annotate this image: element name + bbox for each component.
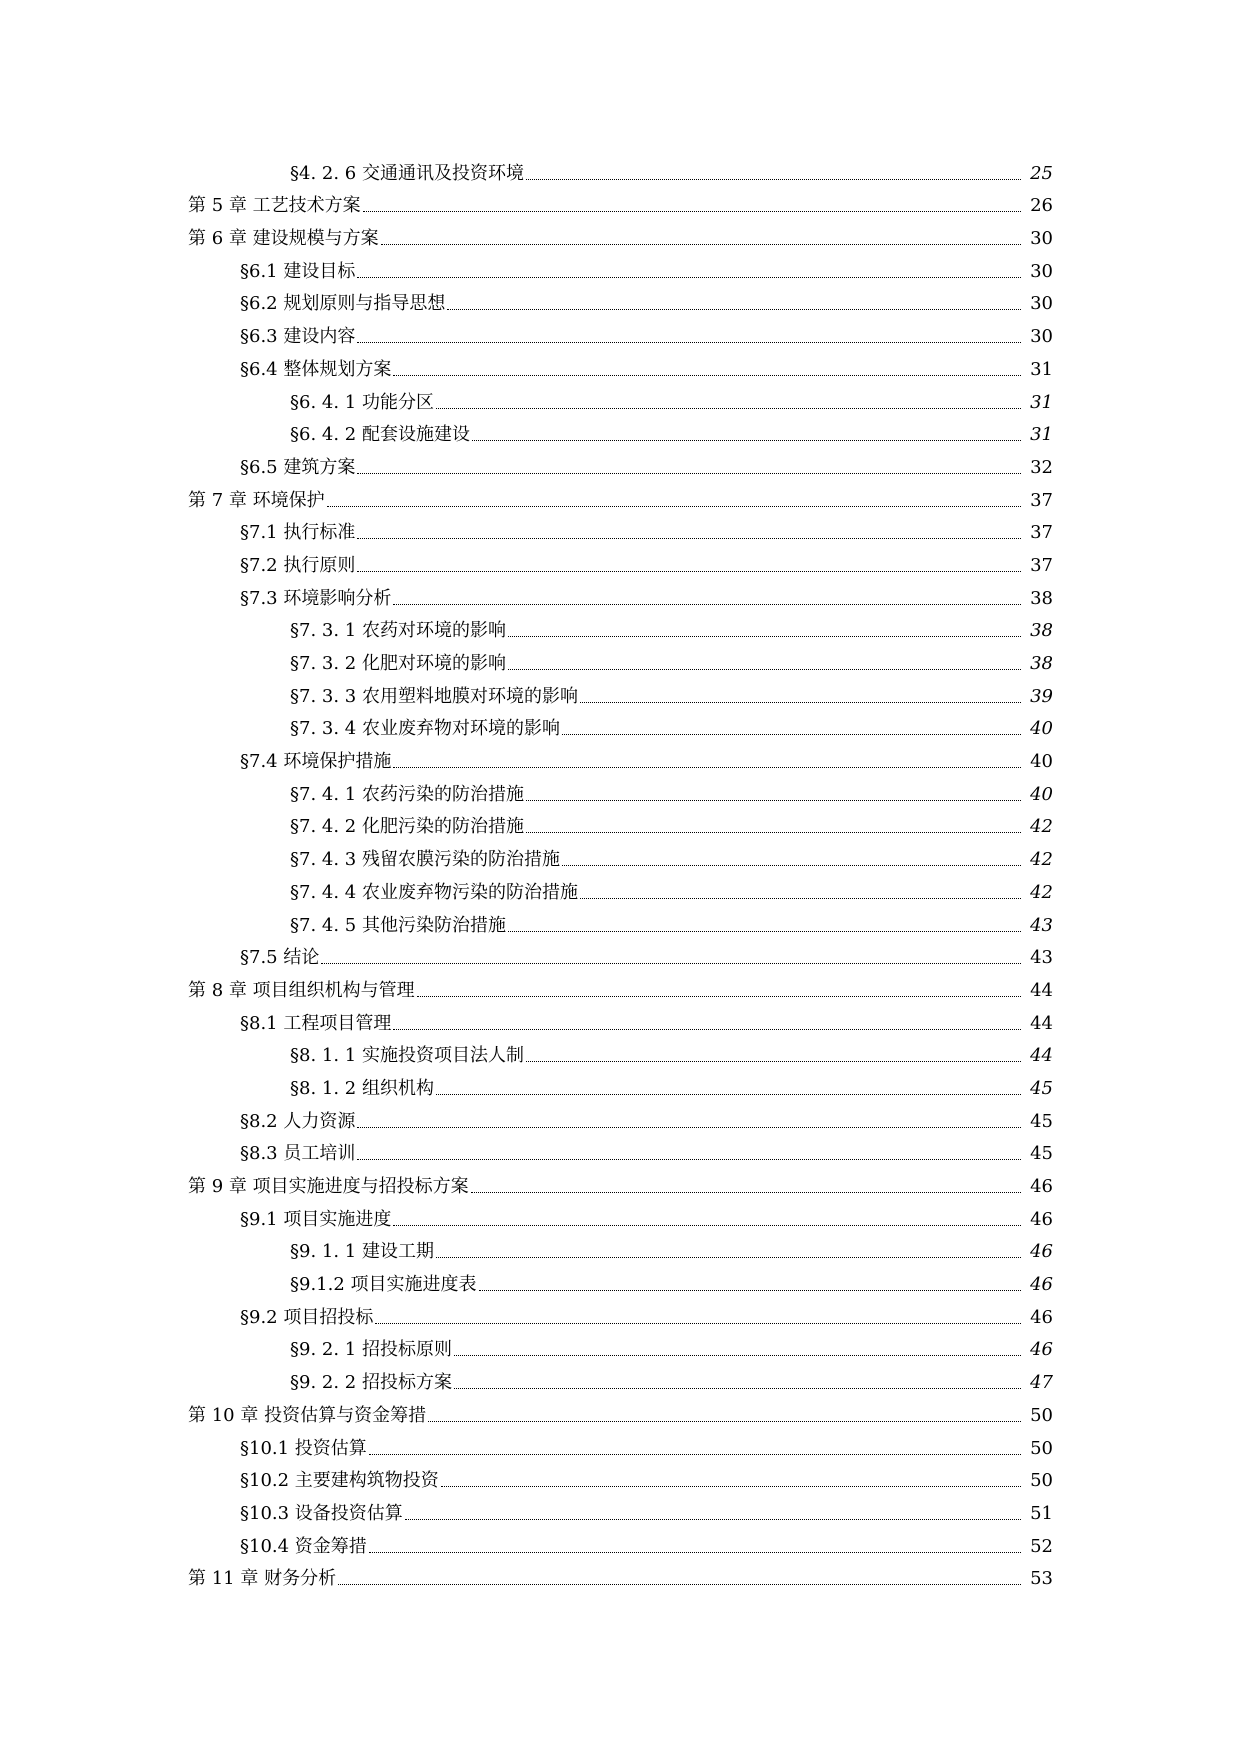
dot-leader <box>526 179 1021 180</box>
toc-entry-page-number: 46 <box>1030 1306 1053 1328</box>
toc-entry-title: §7.4 环境保护措施 <box>240 751 392 773</box>
toc-entry[interactable] <box>0 1165 1241 1198</box>
toc-entry[interactable] <box>0 838 1241 871</box>
toc-entry-title: §8.3 员工培训 <box>240 1143 356 1165</box>
toc-entry[interactable] <box>0 1329 1241 1362</box>
toc-entry-page-number: 40 <box>1030 783 1053 805</box>
toc-entry-title: §7. 4. 3 残留农膜污染的防治措施 <box>290 849 560 871</box>
toc-entry-page-number: 26 <box>1030 195 1053 217</box>
dot-leader <box>357 571 1021 572</box>
toc-entry-title: 第 9 章 项目实施进度与招投标方案 <box>188 1176 469 1197</box>
toc-entry[interactable] <box>0 969 1241 1002</box>
dot-leader <box>369 1454 1021 1455</box>
toc-entry-page-number: 50 <box>1030 1437 1053 1459</box>
toc-entry[interactable] <box>0 1558 1241 1591</box>
dot-leader <box>441 1486 1021 1487</box>
toc-entry-title: §6.3 建设内容 <box>240 326 356 348</box>
toc-entry-page-number: 42 <box>1030 881 1053 903</box>
dot-leader <box>436 1257 1021 1258</box>
toc-entry-page-number: 30 <box>1030 260 1053 282</box>
toc-entry-page-number: 30 <box>1030 326 1053 348</box>
table-of-contents <box>0 152 1241 1590</box>
dot-leader <box>417 996 1021 997</box>
toc-entry-title: §7. 3. 1 农药对环境的影响 <box>290 620 506 642</box>
toc-entry-page-number: 42 <box>1030 816 1053 838</box>
toc-entry[interactable] <box>0 1427 1241 1460</box>
toc-entry-title: §7.3 环境影响分析 <box>240 587 392 609</box>
toc-entry-title: 第 7 章 环境保护 <box>188 489 325 511</box>
dot-leader <box>436 408 1021 409</box>
toc-entry-page-number: 38 <box>1030 587 1053 609</box>
dot-leader <box>375 1323 1021 1324</box>
toc-entry-page-number: 44 <box>1030 979 1053 1001</box>
toc-entry-page-number: 45 <box>1030 1143 1053 1165</box>
toc-entry[interactable] <box>0 1067 1241 1100</box>
toc-entry-page-number: 31 <box>1030 424 1053 446</box>
toc-entry-title: §7.2 执行原则 <box>240 554 356 576</box>
toc-entry[interactable] <box>0 904 1241 937</box>
toc-entry[interactable] <box>0 1263 1241 1296</box>
toc-entry[interactable] <box>0 185 1241 218</box>
toc-entry-page-number: 50 <box>1030 1404 1053 1426</box>
toc-entry-page-number: 40 <box>1030 751 1053 773</box>
dot-leader <box>393 1225 1021 1226</box>
toc-entry[interactable] <box>0 1002 1241 1035</box>
toc-entry-page-number: 25 <box>1030 162 1053 184</box>
toc-entry[interactable] <box>0 1394 1241 1427</box>
toc-entry-title: §6.4 整体规划方案 <box>240 358 392 380</box>
toc-entry-title: §6.5 建筑方案 <box>240 456 356 478</box>
toc-entry-page-number: 37 <box>1030 522 1053 544</box>
dot-leader <box>321 963 1021 964</box>
dot-leader <box>327 506 1021 507</box>
toc-entry[interactable] <box>0 871 1241 904</box>
toc-entry[interactable] <box>0 1492 1241 1525</box>
toc-entry-page-number: 44 <box>1030 1012 1053 1034</box>
toc-entry-title: §8.1 工程项目管理 <box>240 1012 392 1034</box>
dot-leader <box>393 767 1021 768</box>
dot-leader <box>357 1159 1021 1160</box>
toc-entry[interactable] <box>0 740 1241 773</box>
dot-leader <box>357 277 1021 278</box>
toc-entry-title: §7. 4. 2 化肥污染的防治措施 <box>290 816 524 838</box>
dot-leader <box>562 865 1021 866</box>
toc-entry-page-number: 38 <box>1030 620 1053 642</box>
toc-entry-title: §10.2 主要建构筑物投资 <box>240 1470 439 1492</box>
toc-entry-title: §8.2 人力资源 <box>240 1110 356 1132</box>
toc-entry-title: §6. 4. 1 功能分区 <box>290 391 434 413</box>
toc-entry[interactable] <box>0 315 1241 348</box>
dot-leader <box>508 636 1021 637</box>
dot-leader <box>405 1519 1021 1520</box>
toc-entry-page-number: 37 <box>1030 554 1053 576</box>
dot-leader <box>508 669 1021 670</box>
dot-leader <box>508 931 1021 932</box>
toc-entry[interactable] <box>0 1198 1241 1231</box>
dot-leader <box>393 604 1021 605</box>
toc-entry-title: §6.2 规划原则与指导思想 <box>240 293 446 315</box>
dot-leader <box>428 1421 1021 1422</box>
toc-entry-page-number: 50 <box>1030 1470 1053 1492</box>
dot-leader <box>471 1192 1021 1193</box>
dot-leader <box>357 342 1021 343</box>
toc-entry-title: §6. 4. 2 配套设施建设 <box>290 424 470 446</box>
toc-entry[interactable] <box>0 512 1241 545</box>
toc-entry-title: 第 5 章 工艺技术方案 <box>188 195 361 217</box>
toc-entry[interactable] <box>0 348 1241 381</box>
toc-entry-title: §6.1 建设目标 <box>240 260 356 282</box>
toc-entry[interactable] <box>0 1361 1241 1394</box>
toc-entry[interactable] <box>0 283 1241 316</box>
toc-entry-page-number: 39 <box>1030 685 1053 707</box>
toc-entry-page-number: 46 <box>1030 1208 1053 1230</box>
dot-leader <box>357 1127 1021 1128</box>
dot-leader <box>454 1355 1021 1356</box>
toc-entry-title: §10.3 设备投资估算 <box>240 1502 403 1524</box>
dot-leader <box>369 1552 1021 1553</box>
toc-entry-page-number: 32 <box>1030 456 1053 478</box>
dot-leader <box>562 734 1021 735</box>
dot-leader <box>393 1029 1021 1030</box>
toc-entry[interactable] <box>0 806 1241 839</box>
toc-entry[interactable] <box>0 250 1241 283</box>
toc-entry-title: 第 6 章 建设规模与方案 <box>188 228 379 250</box>
dot-leader <box>357 538 1021 539</box>
toc-entry-title: §9. 2. 2 招投标方案 <box>290 1372 452 1394</box>
dot-leader <box>338 1584 1021 1585</box>
toc-entry-title: §9.1 项目实施进度 <box>240 1208 392 1230</box>
dot-leader <box>393 375 1021 376</box>
toc-entry-page-number: 46 <box>1030 1176 1053 1197</box>
toc-entry-title: §8. 1. 2 组织机构 <box>290 1077 434 1099</box>
toc-entry[interactable] <box>0 1133 1241 1166</box>
toc-entry-page-number: 31 <box>1030 391 1053 413</box>
toc-entry-title: §7. 3. 2 化肥对环境的影响 <box>290 653 506 674</box>
toc-entry[interactable] <box>0 544 1241 577</box>
dot-leader <box>436 1094 1021 1095</box>
toc-entry-title: §9. 2. 1 招投标原则 <box>290 1339 452 1361</box>
toc-entry-title: §4. 2. 6 交通通讯及投资环境 <box>290 162 524 184</box>
dot-leader <box>447 309 1021 310</box>
toc-entry[interactable] <box>0 773 1241 806</box>
dot-leader <box>526 832 1021 833</box>
dot-leader <box>357 473 1021 474</box>
dot-leader <box>363 211 1021 212</box>
dot-leader <box>472 440 1021 441</box>
dot-leader <box>479 1290 1021 1291</box>
dot-leader <box>526 1061 1021 1062</box>
toc-entry[interactable] <box>0 1100 1241 1133</box>
toc-entry-title: 第 11 章 财务分析 <box>188 1568 337 1590</box>
toc-entry[interactable] <box>0 577 1241 610</box>
toc-entry-page-number: 42 <box>1030 849 1053 871</box>
toc-entry-page-number: 43 <box>1030 947 1053 969</box>
toc-entry-page-number: 51 <box>1030 1502 1053 1524</box>
toc-entry-title: §9.2 项目招投标 <box>240 1306 374 1328</box>
dot-leader <box>526 800 1021 801</box>
toc-entry[interactable] <box>0 708 1241 741</box>
toc-entry[interactable] <box>0 675 1241 708</box>
toc-entry-page-number: 30 <box>1030 293 1053 315</box>
toc-entry-page-number: 30 <box>1030 228 1053 250</box>
toc-entry-title: §7. 4. 1 农药污染的防治措施 <box>290 783 524 805</box>
toc-entry[interactable] <box>0 446 1241 479</box>
toc-entry[interactable] <box>0 381 1241 414</box>
toc-entry-title: §7. 3. 4 农业废弃物对环境的影响 <box>290 718 560 740</box>
dot-leader <box>454 1388 1021 1389</box>
toc-entry-page-number: 45 <box>1030 1077 1053 1099</box>
toc-entry-title: §7.1 执行标准 <box>240 522 356 544</box>
toc-entry-page-number: 38 <box>1030 653 1053 674</box>
toc-entry-title: §10.1 投资估算 <box>240 1437 367 1459</box>
toc-entry-title: §10.4 资金筹措 <box>240 1535 367 1557</box>
toc-entry-title: §9.1.2 项目实施进度表 <box>290 1274 477 1296</box>
toc-entry[interactable] <box>0 610 1241 643</box>
toc-entry[interactable] <box>0 1525 1241 1558</box>
toc-entry-page-number: 47 <box>1030 1372 1053 1394</box>
toc-entry[interactable] <box>0 152 1241 185</box>
toc-entry-page-number: 46 <box>1030 1274 1053 1296</box>
toc-entry-title: §7.5 结论 <box>240 947 320 969</box>
toc-entry-page-number: 44 <box>1030 1045 1053 1067</box>
toc-entry-page-number: 53 <box>1030 1568 1053 1590</box>
toc-entry-page-number: 45 <box>1030 1110 1053 1132</box>
toc-entry-page-number: 46 <box>1030 1339 1053 1361</box>
toc-entry[interactable] <box>0 1296 1241 1329</box>
dot-leader <box>580 898 1021 899</box>
toc-entry-title: 第 8 章 项目组织机构与管理 <box>188 979 415 1001</box>
toc-entry[interactable] <box>0 1231 1241 1264</box>
toc-entry[interactable] <box>0 414 1241 447</box>
toc-entry-page-number: 37 <box>1030 489 1053 511</box>
toc-entry[interactable] <box>0 479 1241 512</box>
toc-entry-title: §7. 3. 3 农用塑料地膜对环境的影响 <box>290 685 578 707</box>
toc-entry[interactable] <box>0 937 1241 970</box>
toc-entry-title: §9. 1. 1 建设工期 <box>290 1241 434 1263</box>
toc-entry-title: §8. 1. 1 实施投资项目法人制 <box>290 1045 524 1067</box>
toc-entry-page-number: 40 <box>1030 718 1053 740</box>
toc-entry[interactable] <box>0 642 1241 675</box>
toc-entry[interactable] <box>0 1460 1241 1493</box>
toc-entry[interactable] <box>0 1035 1241 1068</box>
toc-entry-page-number: 43 <box>1030 914 1053 936</box>
dot-leader <box>580 702 1021 703</box>
toc-entry-title: 第 10 章 投资估算与资金筹措 <box>188 1404 427 1426</box>
toc-entry-title: §7. 4. 5 其他污染防治措施 <box>290 914 506 936</box>
toc-entry-page-number: 46 <box>1030 1241 1053 1263</box>
toc-entry[interactable] <box>0 217 1241 250</box>
dot-leader <box>381 244 1021 245</box>
toc-entry-title: §7. 4. 4 农业废弃物污染的防治措施 <box>290 881 578 903</box>
toc-entry-page-number: 52 <box>1030 1535 1053 1557</box>
toc-entry-page-number: 31 <box>1030 358 1053 380</box>
